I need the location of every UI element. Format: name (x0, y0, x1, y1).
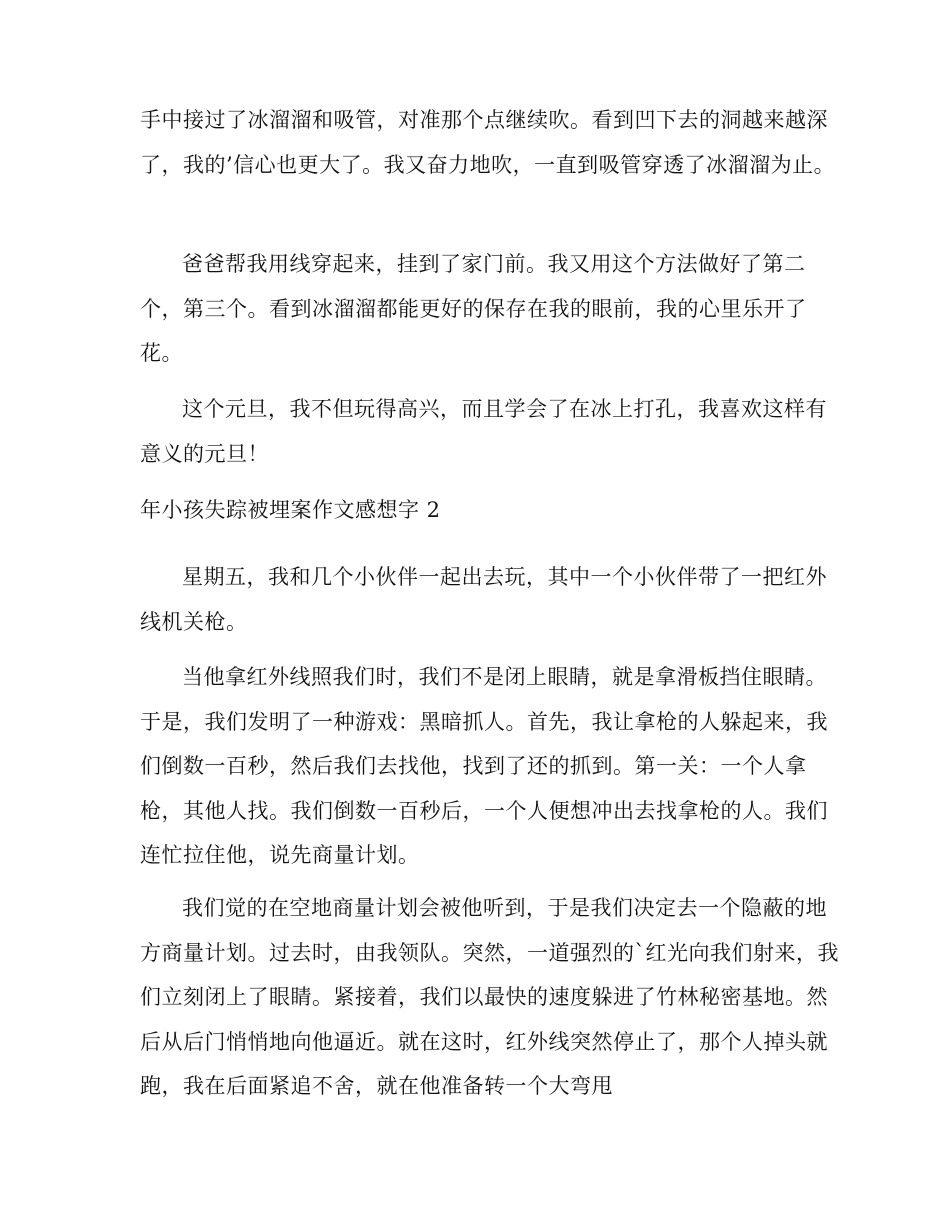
paragraph: 当他拿红外线照我们时，我们不是闭上眼睛，就是拿滑板挡住眼睛。于是，我们发明了一种游戏：黑暗抓人。首先，我让拿枪的人躲起来，我们倒数一百秒，然后我们去找他，找到了还的抓到。第一关：一个人拿枪，其他人找。我们倒数一百秒后，一个人便想冲出去找拿枪的人。我们连忙拉住他，说先商量计划。 (140, 665, 828, 867)
section-heading: 年小孩失踪被埋案作文感想字 2 (140, 498, 441, 522)
paragraph: 这个元旦，我不但玩得高兴，而且学会了在冰上打孔，我喜欢这样有意义的元旦！ (140, 397, 827, 466)
paragraph: 星期五，我和几个小伙伴一起出去玩，其中一个小伙伴带了一把红外线机关枪。 (140, 565, 827, 634)
paragraph: 爸爸帮我用线穿起来，挂到了家门前。我又用这个方法做好了第二个，第三个。看到冰溜溜都能更好的保存在我的眼前，我的心里乐开了花。 (140, 252, 807, 365)
paragraph: 我们觉的在空地商量计划会被他听到，于是我们决定去一个隐蔽的地方商量计划。过去时，由我领队。突然，一道强烈的`红光向我们射来，我们立刻闭上了眼睛。紧接着，我们以最快的速度躲进了竹林秘密基地。然后从后门悄悄地向他逼近。就在这时，红外线突然停止了，那个人掉头就跑，我在后面紧追不舍，就在他准备转一个大弯甩 (140, 896, 839, 1098)
paragraph-continued: 手中接过了冰溜溜和吸管，对准那个点继续吹。看到凹下去的洞越来越深了，我的’信心也更大了。我又奋力地吹，一直到吸管穿透了冰溜溜为止。 (140, 108, 836, 177)
